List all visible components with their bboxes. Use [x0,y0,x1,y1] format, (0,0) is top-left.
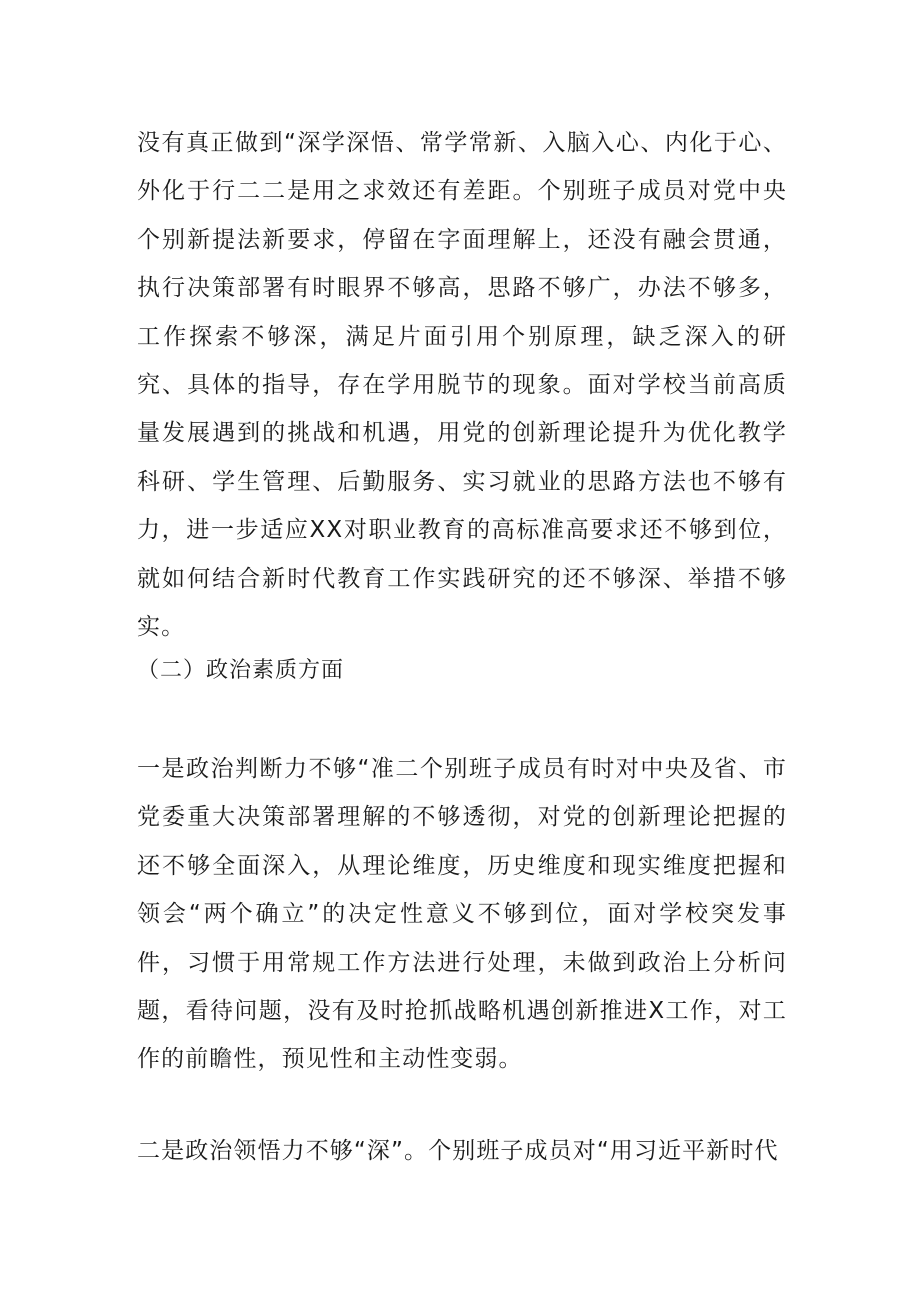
paragraph-political-comprehension: 二是政治领悟力不够“深”。个别班子成员对“用习近平新时代 [137,1138,779,1164]
paragraph-study-gap: 没有真正做到“深学深悟、常学常新、入脑入心、内化于心、外化于行二二是用之求效还有差距。个别班子成员对党中央个别新提法新要求，停留在字面理解上，还没有融会贯通，执行决策部署有时眼界不够高，思路不够广，办法不够多，工作探索不够深，满足片面引用个别原理，缺乏深入的研究、具体的指导，存在学用脱节的现象。面对学校当前高质量发展遇到的挑战和机遇，用党的创新理论提升为优化教学科研、学生管理、后勤服务、实习就业的思路方法也不够有力，进一步适应XX对职业教育的高标准高要求还不够到位，就如何结合新时代教育工作实践研究的还不够深、举措不够实。 [137,130,787,641]
paragraph-political-judgment: 一是政治判断力不够“准二个别班子成员有时对中央及省、市党委重大决策部署理解的不够透彻，对党的创新理论把握的还不够全面深入，从理论维度，历史维度和现实维度把握和领会“两个确立”的决定性意义不够到位，面对学校突发事件，习惯于用常规工作方法进行处理，未做到政治上分析问题，看待问题，没有及时抢抓战略机遇创新推进X工作，对工作的前瞻性，预见性和主动性变弱。 [137,756,787,1073]
section-heading-political-quality: （二）政治素质方面 [137,658,345,683]
